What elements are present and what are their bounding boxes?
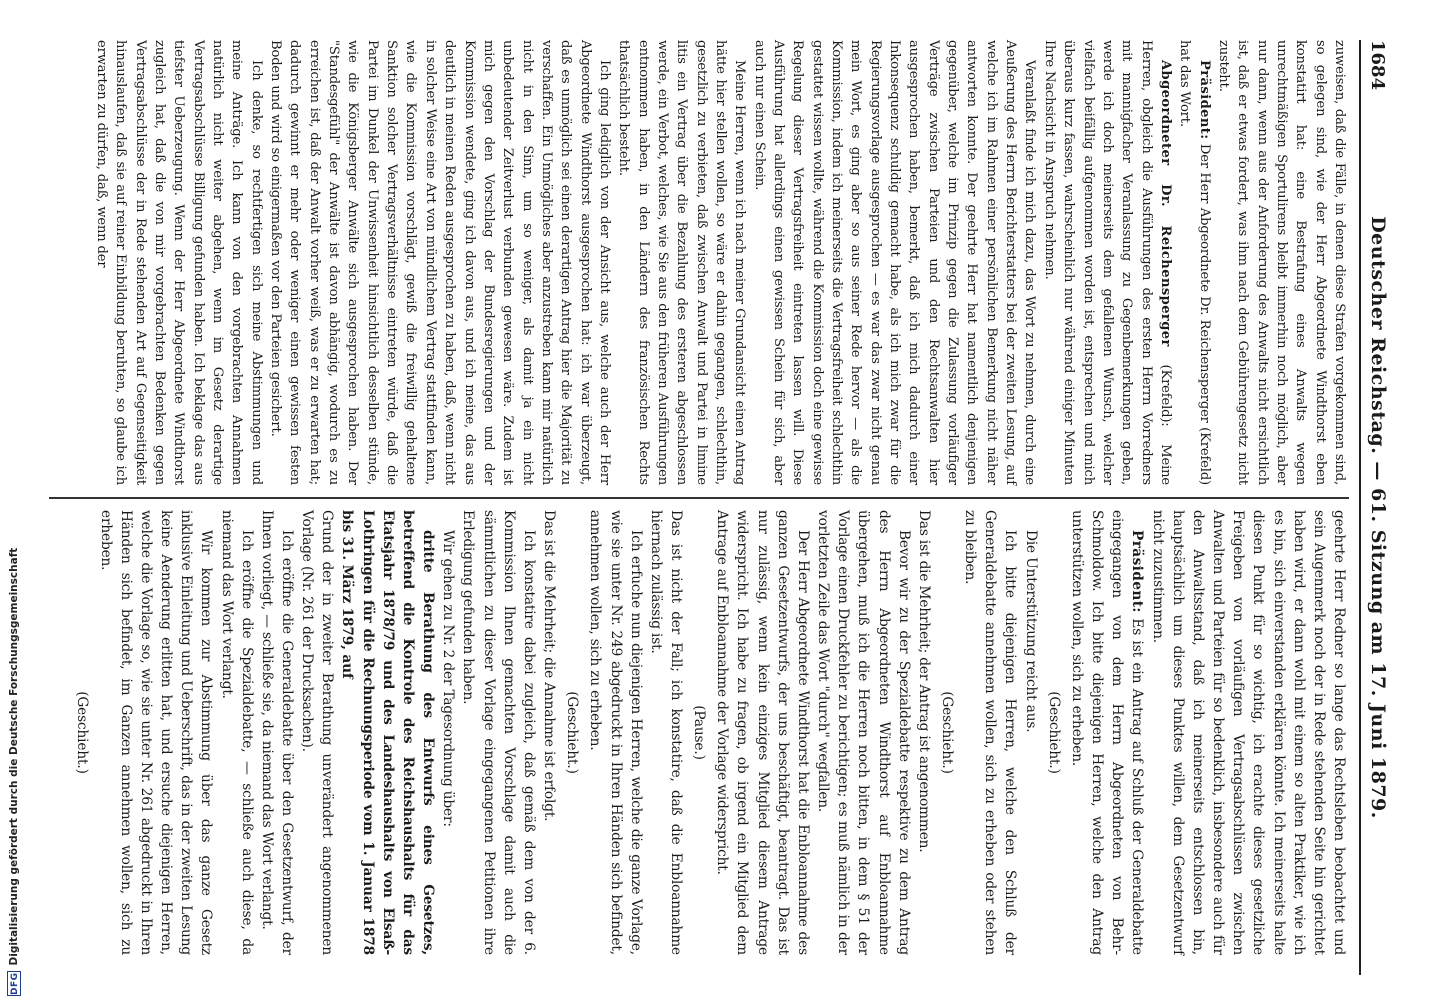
paragraph: Der Herr Abgeordnete Windthorst hat die Enbloannahme des ganzen Gesetzentwurfs, der uns beschäftigt, beantragt. Das ist nur zulässig, wenn kein einziges Mitglied diesem Antrage widerspricht. Ich habe zu fragen, ob irgend ein Mitglied dem Antrage auf Enbloannahme der Vorlage widerspricht. (714, 510, 811, 955)
speech-text: (Krefeld): Meine Herren, obgleich die Ausführungen des ersten Herrn Vorredners mit mannigfacher Veranlassung zu Gegenbemerkungen geben, werde ich doch meinerseits dem gefallenen Wunsch, welcher vielfach beifällig aufgenommen worden ist, entsprechen und mich überaus kurz fassen, wahrscheinlich nur während einiger Minuten Ihre Nachsicht in Anspruch nehmen. (1041, 40, 1173, 486)
stage-direction: (Geschieht.) (1045, 691, 1062, 774)
paragraph: Die Unterstützung reicht aus. (1022, 530, 1039, 733)
speaker-paragraph (1040, 40, 1175, 485)
left-text-column (92, 40, 1349, 485)
paragraph: Ich eröffne die Spezialdebatte, — schließe auch diese, da niemand das Wort verlangt. (218, 510, 255, 955)
speaker-paragraph (1067, 510, 1148, 955)
paragraph: Ich erfuche nun diejenigen Herren, welche die ganze Vorlage, wie sie unter Nr. 249 abgedruckt in Ihren Händen sich befindet, annehmen wollen, sich zu erheben. (587, 510, 644, 955)
column-divider (49, 497, 1349, 499)
paragraph: Das ist nicht der Fall; ich konstatire, daß die Enbloannahme hiernach zulässig ist. (647, 510, 684, 955)
agenda-item: dritte Berathung des Entwurfs eines Gesetzes, betreffend die Kontrole des Reichshaushalts für das Etatsjahr 1878/79 und des Landeshaushalts von Elsaß-Lothringen für die Rechnungsperiode vom 1. Januar 1878 bis 31. März 1879, auf (339, 510, 437, 955)
paragraph: Ich denke, so rechtfertigen sich meine Abstimmungen und meine Anträge. Ich kann von den vorgebrachten Annahmen natürlich nicht weiter abgehen, wenn im Gesetz derartige Vertragsabschlüsse Billigung gefunden haben. Ich beklage das aus tiefster Ueberzeugung. Wenn der Herr Abgeordnete Windthorst zugleich hat, daß die von mir vorgebrachten Bedenken gegen Vertragsabschlüsse der in Rede stehenden Art auf Gegenseitigkeit hinauslaufen, daß sie auf reiner Einbildung beruhten, so glaube ich erwarten zu dürfen, daß, wenn der (94, 40, 264, 485)
page-header (1359, 40, 1395, 975)
dfg-logo-icon: DFG (7, 971, 21, 996)
paragraph: Ich ging lediglich von der Ansicht aus, welche auch der Herr Abgeordnete Windthorst ausgesprochen hat: ich war überzeugt, daß es unmöglich sei einen derartigen Antrag hier die Majorität zu verschaffen. Ein Unmögliches aber anzustreben kann mir natürlich nicht in den Sinn, um so weniger, als damit ja ein nicht unbedeutender Zeitverlust verbunden gewesen wäre. Zudem ist mich gegen den Vorschlag der Bundesregierungen und der Kommission wendete, ging ich davon aus, und ich meine, das aus deutlich in meinen Reden ausgesprochen zu haben, daß, wenn nicht in solcher Weise eine Art von mündlichem Vertrag stattfinden kann, wie die Kommission vorschlägt, gewiß die freiwillig gehaltene Sanktion solcher Vertragsverhältnisse eintreten würde, daß die Partei im Dunkel der Unwissenheit hinsichtlich desselben stünde, wie die Königsberger Anwälte sich ausgesprochen haben. Der "Standesgefühl" der Anwälte ist davon abhängig, wodurch es zu erreichen ist, daß der Anwalt vorher weiß, was er zu erwarten hat; dadurch gewinnt er mehr oder weniger einen gewissen festen Boden und wird so einigermaßen vor den Parteien gesichert. (268, 40, 612, 485)
stage-direction: (Pause.) (691, 705, 708, 760)
page-number: 1684 (1367, 40, 1389, 91)
paragraph: Wir kommen zur Abstimmung über das ganze Gesetz inklusive Einleitung und Ueberschrift, das in der zweiten Lesung keine Aenderung erlitten hat, und ersuche diejenigen Herren, welche die Vorlage so, wie sie unter Nr. 261 abgedruckt in Ihren Händen sich befindet, im Ganzen annehmen wollen, sich zu erheben. (97, 510, 215, 955)
speaker-paragraph (1175, 40, 1214, 485)
paragraph: Ich konstatire dabei zugleich, daß gemäß dem von der 6. Kommission Ihnen gemachten Vorschlage damit auch die sämmtlichen zu dieser Vorlage eingegangenen Petitionen ihre Erledigung gefunden haben. (460, 510, 537, 955)
speaker-name: Präsident: (1129, 530, 1146, 613)
paragraph: zuweisen, daß die Fälle, in denen diese Strafen vorgekommen sind, so gelegen sind, wie der Herr Abgeordnete Windthorst eben konstatirt hat: eine Bestrafung eines Anwalts wegen unrechtmäßigen Sportulirens bleibt immerhin noch möglich, aber nur dann, wenn aus der Anforderung des Anwalts nicht ersichtlich ist, daß er etwas fordert, was ihm nach dem Gebührengesetz nicht zusteht. (1215, 40, 1347, 485)
paragraph: Wir gehen zu Nr. 2 der Tagesordnung über: (440, 530, 457, 827)
speaker-name: Abgeordneter Dr. Reichensperger (1157, 60, 1173, 347)
paragraph: Meine Herren, wenn ich nach meiner Grundansicht einen Antrag hätte hier stellen wollen, so wäre er dahin gegangen, schlechthin, gesetzlich zu verbieten, daß zwischen Anwalt und Partei in limine litis ein Vertrag über die Bezahlung des ersteren abgeschlossen werde, ein Verbot, welches, wie Sie aus den früheren Ausführungen entnommen haben, in den Ländern des französischen Rechts thatsächlich besteht. (616, 40, 748, 485)
digitization-credit-text: Digitalisierung gefördert durch die Deutsche Forschungsgemeinschaft (8, 547, 20, 966)
paragraph: geehrte Herr Redner so lange das Rechtsleben beobachtet und sein Augenmerk noch der in Rede stehenden Seite hin gerichtet haben wird, er dann wohl mit einem so alten Praktiker, wie ich es bin, sich einverstanden erklären könnte. Ich meinerseits halte diesen Punkt für so wichtig, ich erachte dieses gesetzliche Freigeben von vorläufigen Vertragsabschlüssen zwischen Anwalten und Parteien für so bedenklich, insbesondere auch für den Anwaltsstand, daß ich meinerseits entschlossen bin, hauptsächlich um dieses Punktes willen, dem Gesetzentwurf nicht zuzustimmen. (1149, 510, 1347, 955)
paragraph: Das ist die Mehrheit; der Antrag ist angenommen. (915, 510, 932, 853)
paragraph: Grund der in zweiter Berathung unverändert angenommenen Vorlage (Nr. 261 der Drucksachen). (299, 510, 336, 955)
speaker-name: Präsident: (1196, 60, 1212, 140)
stage-direction: (Geschieht.) (939, 691, 956, 774)
stage-direction: (Geschieht.) (74, 691, 91, 774)
speech-text: Der Herr Abgeordnete Dr. Reichensperger (Krefeld) hat das Wort. (1177, 40, 1212, 486)
paragraph: Ich bitte diejenigen Herren, welche den Schluß der Generaldebatte annehmen wollen, sich zu erheben oder stehen zu bleiben. (962, 510, 1019, 955)
scanned-page (45, 40, 1395, 975)
speech-text: Es ist ein Antrag auf Schluß der Generaldebatte eingegangen von dem Herrn Abgeordneten von Behr-Schmoldow. Ich bitte diejenigen Herren, welche den Antrag unterstützen wollen, sich zu erheben. (1068, 510, 1146, 956)
paragraph: Ich eröffne die Generaldebatte über den Gesetzentwurf, der Ihnen vorliegt, — schließe sie, da niemand das Wort verlangt. (258, 510, 296, 955)
stage-direction: (Geschieht.) (564, 691, 581, 774)
right-text-column (69, 510, 1349, 955)
paragraph: Bevor wir zu der Spezialdebatte respektive zu dem Antrag des Herrn Abgeordneten Windthorst auf Enbloannahme übergehen, muß ich die Herren noch bitten, in dem § 51 der Vorlage einen Druckfehler zu berichtigen; es muß nämlich in der vorletzten Zeile das Wort "durch" wegfallen. (815, 510, 912, 955)
paragraph: Das ist die Mehrheit; die Annahme ist erfolgt. (541, 510, 558, 822)
digitization-credit (4, 547, 24, 996)
running-title: Deutscher Reichstag. — 61. Sitzung am 17. Juni 1879. (1367, 216, 1389, 819)
paragraph: Veranlaßt finde ich mich dazu, das Wort zu nehmen, durch eine Aeußerung des Herrn Berichterstatters bei der zweiten Lesung, auf welche ich im Rahmen einer persönlichen Bemerkung nicht näher antworten konnte. Der geehrte Herr hat namentlich denjenigen gegenüber, welche im Prinzip gegen die Zulassung vorläufiger Verträge zwischen Parteien und den Rechtsanwalten hier ausgesprochen haben, bemerkt, daß ich mich dadurch einer Inkonsequenz schuldig gemacht habe, als ich mich zwar für die Regierungsvorlage ausgesprochen — es war das zwar nicht genau mein Wort, es ging aber so aus seiner Rede hervor — als die Kommission, indem ich meinerseits die Vertragsfreiheit schlechthin gestattet wissen wollte, während die Kommission doch eine gewisse Regelung dieser Vertragsfreiheit eintreten lassen will. Diese Ausführung hat allerdings einen gewissen Schein für sich, aber auch nur einen Schein. (751, 40, 1038, 485)
